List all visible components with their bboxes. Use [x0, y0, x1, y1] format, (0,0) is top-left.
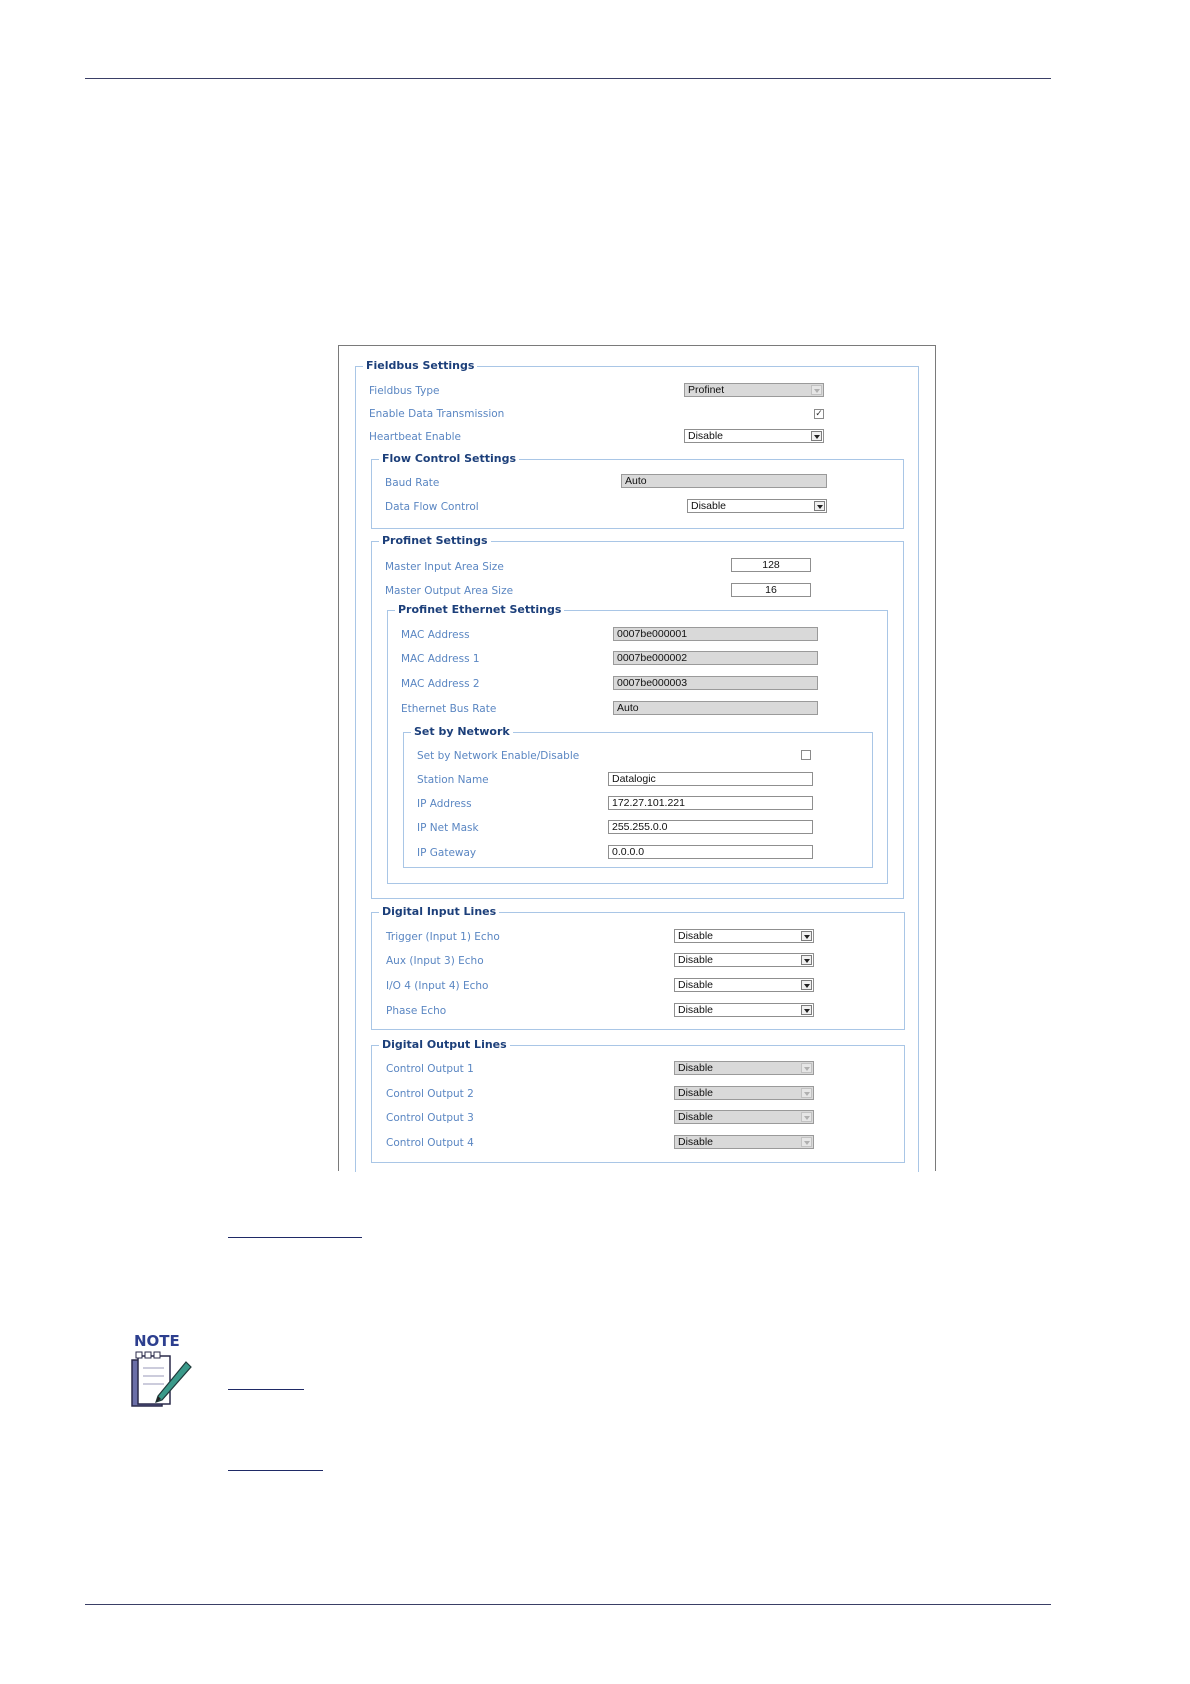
- note-icon: [128, 1330, 194, 1412]
- chevron-down-icon: [814, 501, 825, 511]
- digital-input-row-label: I/O 4 (Input 4) Echo: [386, 980, 489, 992]
- digital-output-row-label: Control Output 4: [386, 1137, 474, 1149]
- link-underline: [228, 1389, 304, 1390]
- ethernet-bus-rate-label: Ethernet Bus Rate: [401, 703, 497, 715]
- digital-input-row-value: Disable: [678, 930, 714, 942]
- chevron-down-icon: [811, 431, 822, 441]
- digital-output-row-select[interactable]: [674, 1061, 814, 1075]
- baud-rate-label: Baud Rate: [385, 477, 440, 489]
- digital-input-row-select[interactable]: [674, 978, 814, 992]
- mac-address-1-label: MAC Address 1: [401, 653, 480, 665]
- mac-address-label: MAC Address: [401, 629, 470, 641]
- link-underline: [228, 1470, 323, 1471]
- enable-data-transmission-label: Enable Data Transmission: [369, 408, 505, 420]
- digital-output-row-select[interactable]: [674, 1135, 814, 1149]
- digital-output-row-value: Disable: [678, 1111, 714, 1123]
- digital-output-row-value: Disable: [678, 1087, 714, 1099]
- digital-output-lines-title: Digital Output Lines: [379, 1037, 510, 1053]
- mac-address-1-field[interactable]: 0007be000002: [613, 651, 818, 665]
- digital-output-row-label: Control Output 3: [386, 1112, 474, 1124]
- heartbeat-enable-select[interactable]: [684, 429, 824, 443]
- enable-data-transmission-checkbox[interactable]: ✓: [815, 409, 823, 419]
- mac-address-field[interactable]: 0007be000001: [613, 627, 818, 641]
- fieldbus-settings-panel: [338, 345, 936, 1171]
- chevron-down-icon: [801, 1112, 812, 1122]
- set-by-network-enable-label: Set by Network Enable/Disable: [417, 750, 580, 762]
- fieldbus-type-label: Fieldbus Type: [369, 385, 440, 397]
- chevron-down-icon: [801, 1088, 812, 1098]
- ip-net-mask-label: IP Net Mask: [417, 822, 479, 834]
- note-icon-label: NOTE: [134, 1332, 180, 1350]
- data-flow-control-select[interactable]: [687, 499, 827, 513]
- digital-output-row-select[interactable]: [674, 1110, 814, 1124]
- ip-net-mask-input[interactable]: 255.255.0.0: [608, 820, 813, 834]
- fieldbus-type-value: Profinet: [688, 384, 725, 396]
- digital-output-row-label: Control Output 2: [386, 1088, 474, 1100]
- data-flow-control-value: Disable: [691, 500, 727, 512]
- chevron-down-icon: [811, 385, 822, 395]
- ip-gateway-input[interactable]: 0.0.0.0: [608, 845, 813, 859]
- ip-gateway-label: IP Gateway: [417, 847, 477, 859]
- baud-rate-field[interactable]: Auto: [621, 474, 827, 488]
- digital-input-row-value: Disable: [678, 954, 714, 966]
- chevron-down-icon: [801, 931, 812, 941]
- profinet-settings-title: Profinet Settings: [379, 533, 491, 549]
- mac-address-2-label: MAC Address 2: [401, 678, 480, 690]
- data-flow-control-label: Data Flow Control: [385, 501, 479, 513]
- chevron-down-icon: [801, 1063, 812, 1073]
- digital-output-row-value: Disable: [678, 1136, 714, 1148]
- digital-input-row-select[interactable]: [674, 929, 814, 943]
- flow-control-title: Flow Control Settings: [379, 451, 519, 467]
- station-name-input[interactable]: Datalogic: [608, 772, 813, 786]
- digital-output-row-value: Disable: [678, 1062, 714, 1074]
- master-input-area-size-label: Master Input Area Size: [385, 561, 504, 573]
- chevron-down-icon: [801, 980, 812, 990]
- chevron-down-icon: [801, 955, 812, 965]
- heartbeat-enable-label: Heartbeat Enable: [369, 431, 462, 443]
- chevron-down-icon: [801, 1137, 812, 1147]
- digital-input-lines-title: Digital Input Lines: [379, 904, 499, 920]
- ethernet-bus-rate-field[interactable]: Auto: [613, 701, 818, 715]
- master-output-area-size-label: Master Output Area Size: [385, 585, 514, 597]
- fieldbus-settings-title: Fieldbus Settings: [363, 358, 477, 374]
- master-output-area-size-input[interactable]: 16: [731, 583, 811, 597]
- bottom-rule: [85, 1604, 1051, 1605]
- heartbeat-enable-value: Disable: [688, 430, 724, 442]
- fieldbus-type-select[interactable]: [684, 383, 824, 397]
- profinet-ethernet-title: Profinet Ethernet Settings: [395, 602, 564, 618]
- flow-control-group: [371, 452, 904, 529]
- digital-output-row-label: Control Output 1: [386, 1063, 474, 1075]
- set-by-network-title: Set by Network: [411, 724, 513, 740]
- digital-input-row-select[interactable]: [674, 953, 814, 967]
- digital-output-row-select[interactable]: [674, 1086, 814, 1100]
- digital-input-row-label: Trigger (Input 1) Echo: [386, 931, 500, 943]
- ip-address-label: IP Address: [417, 798, 472, 810]
- digital-input-row-value: Disable: [678, 1004, 714, 1016]
- mac-address-2-field[interactable]: 0007be000003: [613, 676, 818, 690]
- set-by-network-enable-checkbox[interactable]: [801, 750, 811, 760]
- digital-input-row-label: Phase Echo: [386, 1005, 447, 1017]
- ip-address-input[interactable]: 172.27.101.221: [608, 796, 813, 810]
- digital-input-row-label: Aux (Input 3) Echo: [386, 955, 484, 967]
- top-rule: [85, 78, 1051, 79]
- digital-input-row-value: Disable: [678, 979, 714, 991]
- chevron-down-icon: [801, 1005, 812, 1015]
- master-input-area-size-input[interactable]: 128: [731, 558, 811, 572]
- link-underline: [228, 1237, 362, 1238]
- digital-input-row-select[interactable]: [674, 1003, 814, 1017]
- station-name-label: Station Name: [417, 774, 489, 786]
